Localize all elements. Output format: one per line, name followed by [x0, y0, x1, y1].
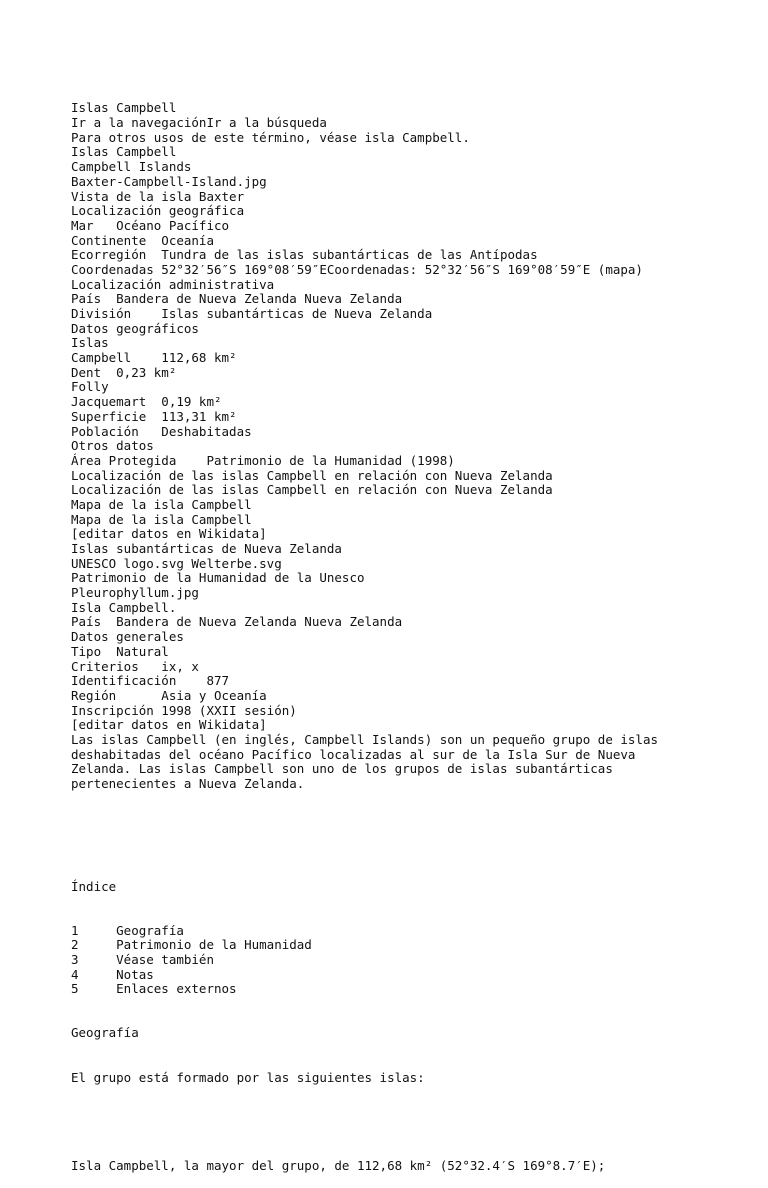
text-line: Área Protegida Patrimonio de la Humanidad (1998): [71, 452, 455, 468]
text-line: Criterios ix, x: [71, 658, 199, 674]
text-line: Islas Campbell: [71, 100, 177, 116]
toc-list: [71, 924, 751, 997]
text-line: [editar datos en Wikidata]: [71, 526, 267, 542]
text-line: Vista de la isla Baxter: [71, 188, 245, 204]
text-line: [editar datos en Wikidata]: [71, 717, 267, 733]
text-line: Jacquemart 0,19 km²: [71, 394, 222, 410]
toc-item: 3 Véase también: [71, 952, 214, 967]
text-line: Localización de las islas Campbell en relación con Nueva Zelanda: [71, 467, 553, 483]
toc-item: 1 Geografía: [71, 922, 184, 938]
text-line: Campbell 112,68 km²: [71, 350, 237, 366]
text-line: Región Asia y Oceanía: [71, 687, 267, 703]
toc-item: 5 Enlaces externos: [71, 981, 237, 997]
text-line: Islas Campbell: [71, 144, 177, 160]
text-line: Localización administrativa: [71, 276, 275, 292]
text-line: Mapa de la isla Campbell: [71, 496, 252, 512]
text-line: Isla Campbell.: [71, 599, 177, 615]
text-line: Patrimonio de la Humanidad de la Unesco: [71, 570, 365, 586]
text-line: Población Deshabitadas: [71, 423, 252, 439]
toc-item: 2 Patrimonio de la Humanidad: [71, 937, 312, 953]
toc-item: 4 Notas: [71, 966, 154, 982]
text-line: Islas subantárticas de Nueva Zelanda: [71, 541, 342, 557]
text-line: Identificación 877: [71, 673, 230, 689]
text-line: Mar Océano Pacífico: [71, 217, 230, 233]
text-line: Superficie 113,31 km²: [71, 408, 237, 424]
text-line: Inscripción 1998 (XXII sesión): [71, 702, 297, 718]
text-line: Continente Oceanía: [71, 232, 214, 248]
text-line: Tipo Natural: [71, 643, 169, 659]
section-list-item: Isla Campbell, la mayor del grupo, de 112,68 km² (52°32.4′S 169°8.7′E);: [71, 1157, 606, 1173]
text-line: Islas: [71, 335, 109, 351]
article-lines: [71, 101, 751, 791]
text-line: Campbell Islands: [71, 159, 192, 175]
text-line: Mapa de la isla Campbell: [71, 511, 252, 527]
text-line: Localización geográfica: [71, 203, 245, 219]
spacer: [71, 1115, 751, 1130]
spacer: [71, 821, 751, 850]
text-line: Pleurophyllum.jpg: [71, 585, 199, 601]
section-intro: El grupo está formado por las siguientes islas:: [71, 1069, 425, 1085]
document-page: [71, 72, 751, 1188]
text-line: Dent 0,23 km²: [71, 364, 177, 380]
text-line: País Bandera de Nueva Zelanda Nueva Zelanda: [71, 614, 403, 630]
text-line: Baxter-Campbell-Island.jpg: [71, 173, 267, 189]
text-line: Ecorregión Tundra de las islas subantárticas de las Antípodas: [71, 247, 538, 263]
text-line: Folly: [71, 379, 109, 395]
text-line: Zelanda. Las islas Campbell son uno de los grupos de islas subantárticas: [71, 761, 613, 777]
text-line: UNESCO logo.svg Welterbe.svg: [71, 555, 282, 571]
text-line: Datos geográficos: [71, 320, 199, 336]
text-line: Datos generales: [71, 629, 184, 645]
text-line: pertenecientes a Nueva Zelanda.: [71, 776, 305, 792]
text-line: Coordenadas 52°32′56″S 169°08′59″ECoordenadas: 52°32′56″S 169°08′59″E (mapa): [71, 261, 643, 277]
section-heading: Geografía: [71, 1025, 139, 1041]
text-line: deshabitadas del océano Pacífico localizadas al sur de la Isla Sur de Nueva: [71, 746, 636, 762]
text-line: División Islas subantárticas de Nueva Zelanda: [71, 306, 433, 322]
text-line: Las islas Campbell (en inglés, Campbell Islands) son un pequeño grupo de islas: [71, 731, 658, 747]
text-line: Otros datos: [71, 438, 154, 454]
text-line: Ir a la navegaciónIr a la búsqueda: [71, 115, 327, 131]
toc-heading: Índice: [71, 878, 117, 894]
text-line: País Bandera de Nueva Zelanda Nueva Zelanda: [71, 291, 403, 307]
text-line: Para otros usos de este término, véase isla Campbell.: [71, 129, 470, 145]
text-line: Localización de las islas Campbell en relación con Nueva Zelanda: [71, 482, 553, 498]
